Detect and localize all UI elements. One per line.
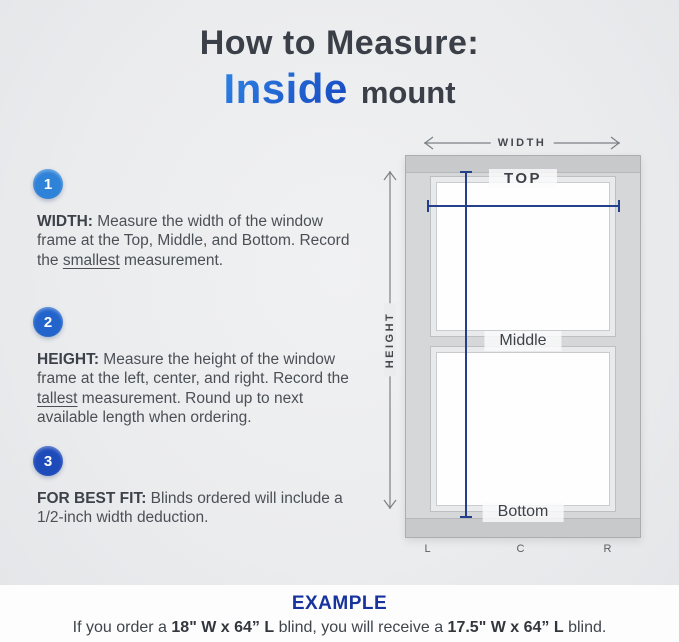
example-part3: blind.: [563, 619, 607, 636]
step-2-number: 2: [43, 313, 53, 331]
measure-cap-bottom: [460, 516, 472, 518]
example-heading: EXAMPLE: [291, 593, 388, 614]
step-1-number: 1: [43, 175, 53, 193]
title-rest: mount: [360, 75, 456, 110]
step-1-body-after: measurement.: [119, 251, 224, 269]
measure-cap-right: [618, 200, 620, 212]
title-line1: How to Measure:: [199, 24, 480, 62]
page-title: [0, 24, 679, 113]
window-lower-sash: [430, 346, 616, 512]
window-upper-sash: [430, 176, 616, 337]
step-3-number: 3: [43, 452, 53, 470]
step-3-label: FOR BEST FIT:: [37, 489, 147, 507]
step-1-body: Measure the width of the window frame at the Top, Middle, and Bottom. Record the: [37, 212, 350, 269]
title-highlight: Inside: [223, 65, 348, 112]
step-3-body: Blinds ordered will include a 1/2-inch width deduction.: [37, 489, 343, 526]
step-2-body-after: measurement. Round up to next available length when ordering.: [37, 389, 304, 426]
step-2-underlined: tallest: [37, 389, 78, 407]
example-part2: blind, you will receive a: [274, 619, 448, 636]
step-3-badge: [33, 446, 63, 476]
step-1-badge: [33, 169, 63, 199]
example-ordered-size: 18" W x 64” L: [171, 619, 275, 636]
step-2-label: HEIGHT:: [37, 350, 99, 368]
width-dimension-arrow: [421, 136, 623, 150]
title-line2: [0, 65, 679, 113]
example-part1: If you order a: [72, 619, 172, 636]
left-mark: L: [424, 543, 432, 555]
step-2-text: [37, 350, 355, 428]
height-arrow-label: HEIGHT: [384, 304, 396, 377]
height-dimension-arrow: [383, 167, 397, 513]
measure-cap-top: [460, 171, 472, 173]
window-lower-glass: [436, 352, 610, 506]
top-position-label: TOP: [489, 169, 557, 188]
horizontal-measure-line: [427, 205, 620, 207]
step-2-badge: [33, 307, 63, 337]
step-1-label: WIDTH:: [37, 212, 93, 230]
measure-cap-left: [427, 200, 429, 212]
example-received-size: 17.5" W x 64” L: [447, 619, 564, 636]
width-arrow-label: WIDTH: [491, 137, 554, 149]
step-1-text: [37, 212, 355, 271]
example-sentence: [0, 619, 679, 637]
center-mark: C: [516, 543, 526, 555]
middle-position-label: Middle: [484, 331, 561, 351]
step-3-text: [37, 489, 355, 528]
step-2-body: Measure the height of the window frame at the left, center, and right. Record the: [37, 350, 349, 387]
step-1-underlined: smallest: [62, 251, 120, 269]
vertical-measure-line: [465, 171, 467, 518]
example-footer: [0, 585, 679, 642]
bottom-position-label: Bottom: [483, 502, 564, 522]
right-mark: R: [603, 543, 613, 555]
